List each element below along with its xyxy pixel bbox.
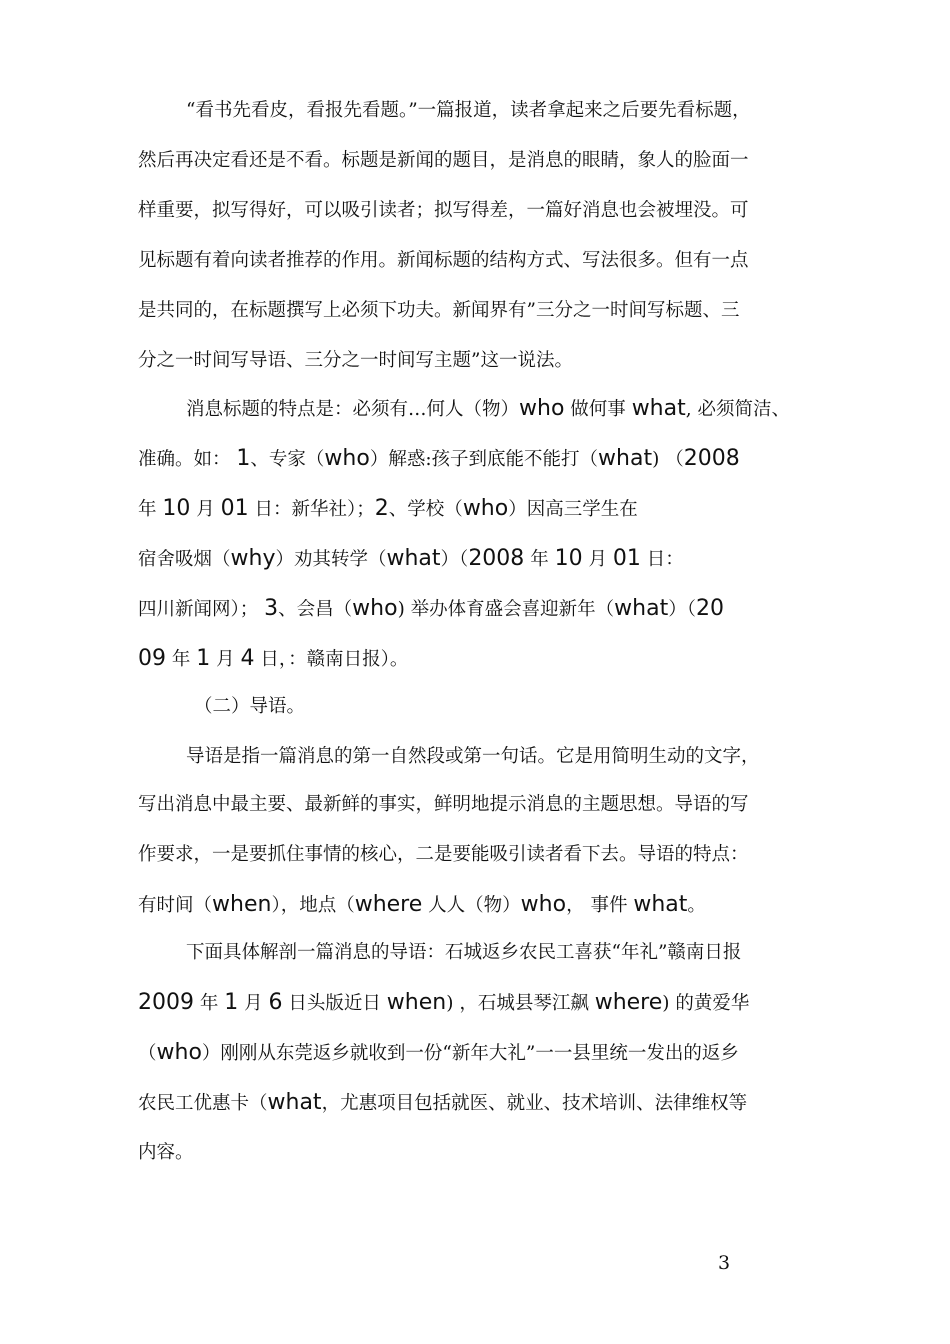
text-line: 09 年 1 月 4 日，：赣南日报）。	[138, 646, 409, 671]
text-line: 宿舍吸烟（why）劝其转学（what）（2008 年 10 月 01 日：	[138, 546, 684, 571]
text-line: 作要求，一是要抓住事情的核心，二是要能吸引读者看下去。导语的特点：	[138, 844, 749, 865]
text-line: （二）导语。	[194, 696, 306, 717]
text-line: 见标题有着向读者推荐的作用。新闻标题的结构方式、写法很多。但有一点	[138, 250, 749, 271]
text-line: 2009 年 1 月 6 日头版近日 when) ，石城县琴江飙 where) 的黄爱华	[138, 990, 750, 1015]
text-line: 写出消息中最主要、最新鲜的事实，鲜明地提示消息的主题思想。导语的写	[138, 794, 749, 815]
text-line: “看书先看皮，看报先看题。”一篇报道，读者拿起来之后要先看标题，	[186, 100, 751, 121]
text-line: 导语是指一篇消息的第一自然段或第一句话。它是用简明生动的文字，	[186, 746, 760, 767]
text-line: 消息标题的特点是：必须有…何人（物）who 做何事 what, 必须简洁、	[186, 396, 790, 421]
text-line: 农民工优惠卡（what，尤惠项目包括就医、就业、技术培训、法律维权等	[138, 1090, 748, 1115]
text-line: 分之一时间写导语、三分之一时间写主题”这一说法。	[138, 350, 573, 371]
text-line: 有时间（when），地点（where 人人（物）who， 事件 what。	[138, 892, 706, 917]
text-line: 样重要，拟写得好，可以吸引读者；拟写得差，一篇好消息也会被埋没。可	[138, 200, 749, 221]
text-line: 下面具体解剖一篇消息的导语：石城返乡农民工喜获“年礼”赣南日报	[186, 942, 742, 963]
text-line: 准确。如： 1、专家（who）解惑:孩子到底能不能打（what) （2008	[138, 446, 740, 471]
text-line: 然后再决定看还是不看。标题是新闻的题目，是消息的眼睛，象人的脸面一	[138, 150, 749, 171]
text-line: （who）刚刚从东莞返乡就收到一份“新年大礼”一一县里统一发出的返乡	[138, 1040, 739, 1065]
text-line: 四川新闻网）； 3、会昌（who) 举办体育盛会喜迎新年（what）（20	[138, 596, 724, 621]
text-line: 年 10 月 01 日：新华社）；2、学校（who）因高三学生在	[138, 496, 638, 521]
page-number: 3	[718, 1252, 731, 1274]
text-line: 内容。	[138, 1142, 194, 1163]
text-line: 是共同的，在标题撰写上必须下功夫。新闻界有”三分之一时间写标题、三	[138, 300, 740, 321]
